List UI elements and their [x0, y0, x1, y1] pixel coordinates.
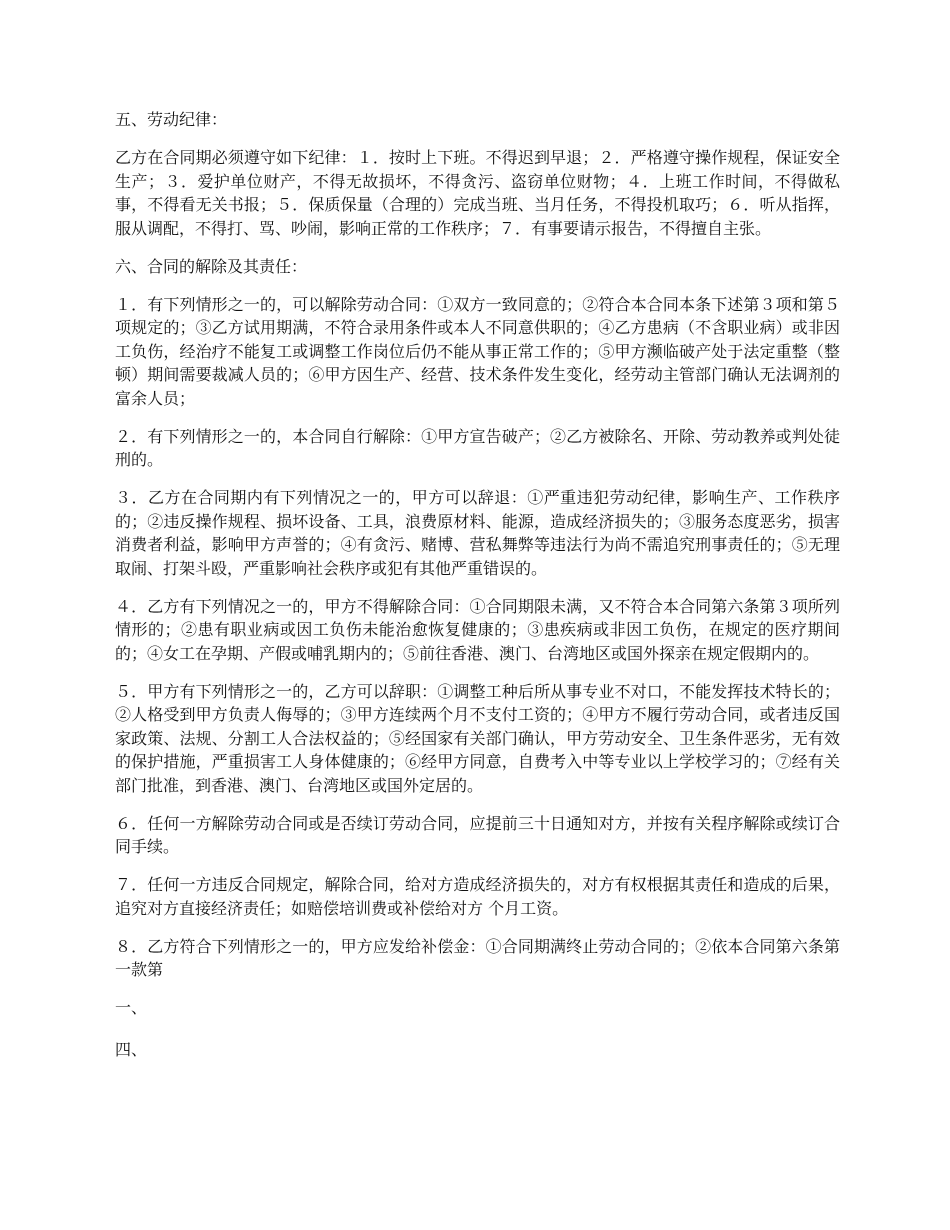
section-5-heading: 五、劳动纪律：	[115, 110, 228, 129]
section-6-item-2: ２．有下列情形之一的，本合同自行解除：①甲方宣告破产；②乙方被除名、开除、劳动教养或判处徒刑的。	[115, 426, 840, 469]
document-page	[115, 108, 840, 1079]
section-6-item-6: ６．任何一方解除劳动合同或是否续订劳动合同，应提前三十日通知对方，并按有关程序解除或续订合同手续。	[115, 813, 840, 856]
section-6-heading: 六、合同的解除及其责任：	[115, 256, 308, 276]
trailing-fragment-2: 四、	[115, 1039, 148, 1059]
section-6-item-1: １．有下列情形之一的，可以解除劳动合同：①双方一致同意的；②符合本合同本条下述第３项和第５项规定的；③乙方试用期满，不符合录用条件或本人不同意供职的；④乙方患病（不含职业病）或非因工负伤，经治疗不能复工或调整工作岗位后仍不能从事正常工作的；⑤甲方濒临破产处于法定重整（整顿）期间需要裁减人员的；⑥甲方因生产、经营、技术条件发生变化，经劳动主管部门确认无法调剂的富余人员；	[115, 294, 840, 408]
section-5-body: 乙方在合同期必须遵守如下纪律：１．按时上下班。不得迟到早退；２．严格遵守操作规程，保证安全生产；３．爱护单位财产，不得无故损坏，不得贪污、盗窃单位财物；４．上班工作时间，不得做私事，不得看无关书报；５．保质保量（合理的）完成当班、当月任务，不得投机取巧；６．听从指挥，服从调配，不得打、骂、吵闹，影响正常的工作秩序；７．有事要请示报告，不得擅自主张。	[115, 148, 840, 238]
trailing-fragment-1: 一、	[115, 998, 148, 1017]
section-6-item-3: ３．乙方在合同期内有下列情况之一的，甲方可以辞退：①严重违犯劳动纪律，影响生产、工作秩序的；②违反操作规程、损坏设备、工具，浪费原材料、能源，造成经济损失的；③服务态度恶劣，损害消费者利益，影响甲方声誉的；④有贪污、赌博、营私舞弊等违法行为尚不需追究刑事责任的；⑤无理取闹、打架斗殴，严重影响社会秩序或犯有其他严重错误的。	[115, 488, 840, 578]
section-6-item-4: ４．乙方有下列情况之一的，甲方不得解除合同：①合同期限未满，又不符合本合同第六条第３项所列情形的；②患有职业病或因工负伤未能治愈恢复健康的；③患疾病或非因工负伤，在规定的医疗期间的；④女工在孕期、产假或哺乳期内的；⑤前往香港、澳门、台湾地区或国外探亲在规定假期内的。	[115, 596, 840, 663]
section-6-item-5: ５．甲方有下列情形之一的，乙方可以辞职：①调整工种后所从事专业不对口，不能发挥技术特长的；②人格受到甲方负责人侮辱的；③甲方连续两个月不支付工资的；④甲方不履行劳动合同，或者违反国家政策、法规、分割工人合法权益的；⑤经国家有关部门确认，甲方劳动安全、卫生条件恶劣，无有效的保护措施，严重损害工人身体健康的；⑥经甲方同意，自费考入中等专业以上学校学习的；⑦经有关部门批准，到香港、澳门、台湾地区或国外定居的。	[115, 681, 840, 795]
section-6-item-7: ７．任何一方违反合同规定，解除合同，给对方造成经济损失的，对方有权根据其责任和造成的后果，追究对方直接经济责任；如赔偿培训费或补偿给对方 个月工资。	[115, 875, 840, 918]
section-6-item-8: ８．乙方符合下列情形之一的，甲方应发给补偿金：①合同期满终止劳动合同的；②依本合同第六条第一款第	[115, 936, 840, 979]
